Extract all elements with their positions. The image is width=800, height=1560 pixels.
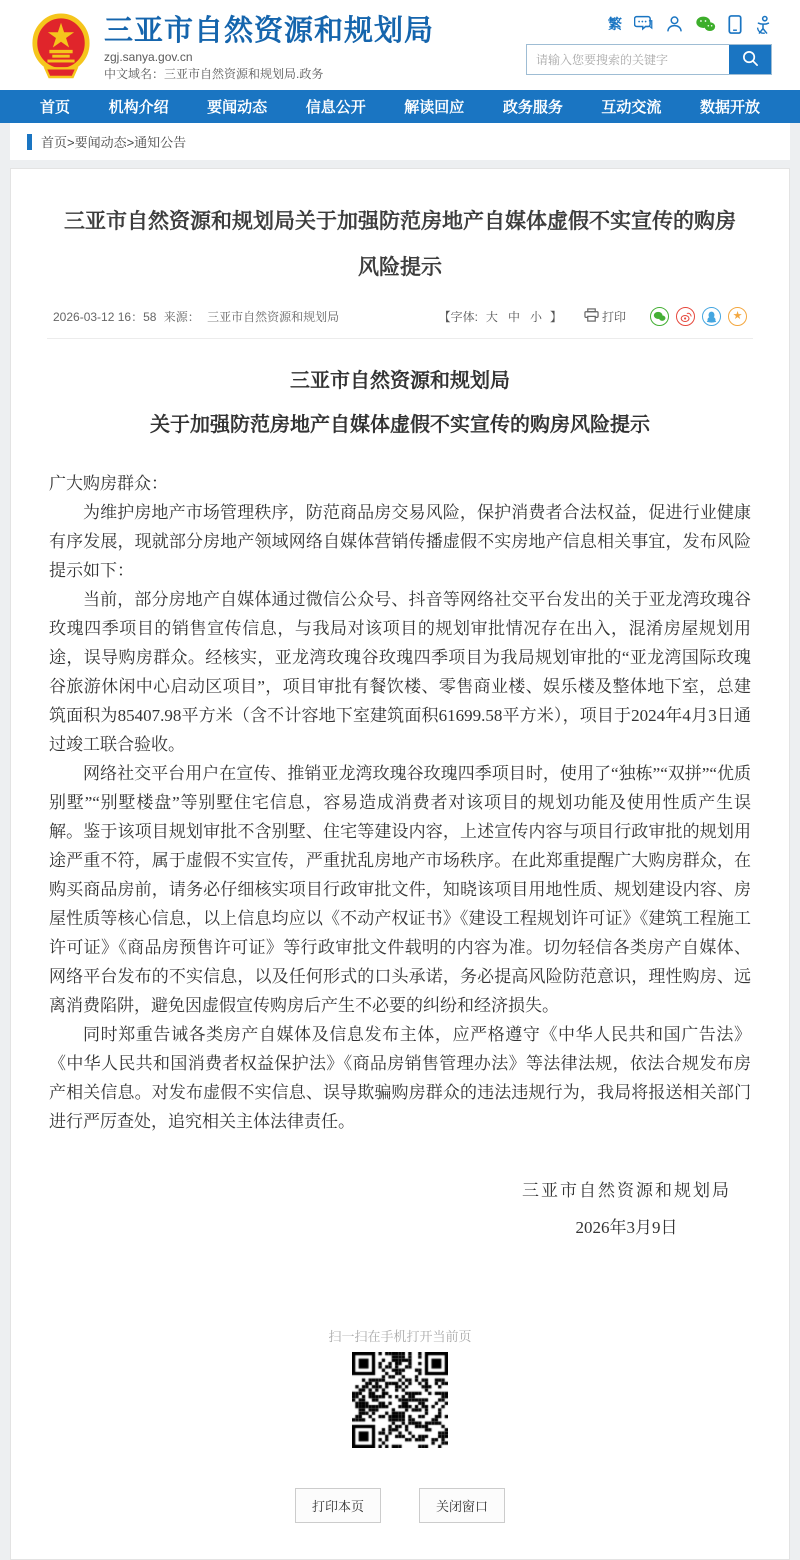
paragraph: 为维护房地产市场管理秩序，防范商品房交易风险，保护消费者合法权益，促进行业健康有序发展，现就部分房地产领域网络自媒体营销传播虚假不实房地产信息相关事宜，发布风险提示如下： (49, 503, 751, 580)
site-header (0, 0, 800, 90)
search-bar (526, 44, 772, 75)
paragraph: 网络社交平台用户在宣传、推销亚龙湾玫瑰谷玫瑰四季项目时，使用了“独栋”“双拼”“优质别墅”“别墅楼盘”等别墅住宅信息，容易造成消费者对该项目的规划功能及使用性质产生误解。鉴于该项目规划审批不含别墅、住宅等建设内容，上述宣传内容与项目行政审批的规划用途严重不符，属于虚假不实宣传，严重扰乱房地产市场秩序。在此郑重提醒广大购房群众，在购买商品房前，请务必仔细核实项目行政审批文件，知晓该项目用地性质、规划建设内容、房屋性质等核心信息，以上信息均应以《不动产权证书》《建设工程规划许可证》《建筑工程施工许可证》《商品房预售许可证》等行政审批文件载明的内容为准。切勿轻信各类房产自媒体、网络平台发布的不实信息，以及任何形式的口头承诺，务必提高风险防范意识，理性购房、远离消费陷阱，避免因虚假宣传购房后产生不必要的纠纷和经济损失。 (49, 764, 751, 1015)
site-domain: zgj.sanya.gov.cn (104, 50, 193, 64)
breadcrumb-row (10, 123, 790, 160)
article-meta-right (439, 307, 747, 326)
print-button[interactable] (584, 308, 626, 325)
site-title: 三亚市自然资源和规划局 (104, 15, 435, 47)
national-emblem-icon (30, 13, 92, 84)
font-size-prefix: 【字体: (438, 310, 478, 324)
share-toolbar (650, 307, 747, 326)
site-logo[interactable] (30, 0, 434, 90)
footer-buttons (47, 1488, 753, 1523)
printer-icon (584, 308, 599, 325)
document-title-line1: 三亚市自然资源和规划局 (290, 370, 510, 392)
traditional-chinese-toggle[interactable]: 繁 (608, 16, 622, 32)
share-qq-icon[interactable] (702, 307, 721, 326)
font-size-suffix: 】 (549, 310, 562, 324)
search-input[interactable] (527, 45, 729, 74)
share-wechat-icon[interactable] (650, 307, 669, 326)
font-size-small[interactable]: 小 (529, 310, 542, 324)
print-page-button[interactable]: 打印本页 (295, 1488, 381, 1523)
article-panel (10, 168, 790, 1560)
search-button[interactable] (729, 45, 771, 74)
nav-item-home[interactable]: 首页 (40, 99, 71, 116)
source-label: 来源： (163, 310, 200, 324)
article-meta (47, 307, 753, 339)
wechat-icon[interactable] (695, 15, 716, 33)
article-body (47, 469, 753, 1136)
article-meta-left (53, 308, 343, 325)
source-value: 三亚市自然资源和规划局 (207, 310, 340, 324)
document-title-line2: 关于加强防范房地产自媒体虚假不实宣传的购房风险提示 (150, 414, 650, 436)
font-size-medium[interactable]: 中 (507, 310, 520, 324)
nav-item-interpretation[interactable]: 解读回应 (404, 99, 465, 116)
message-icon[interactable] (634, 15, 654, 33)
qr-section (47, 1326, 753, 1448)
nav-item-interaction[interactable]: 互动交流 (601, 99, 662, 116)
share-weibo-icon[interactable] (676, 307, 695, 326)
paragraph: 同时郑重告诫各类房产自媒体及信息发布主体，应严格遵守《中华人民共和国广告法》《中华人民共和国消费者权益保护法》《商品房销售管理办法》等法律法规，依法合规发布房产相关信息。对发布虚假不实信息、误导欺骗购房群众的违法违规行为，我局将报送相关部门进行严厉查处，追究相关主体法律责任。 (49, 1025, 751, 1131)
close-window-button[interactable]: 关闭窗口 (419, 1488, 505, 1523)
paragraph: 当前，部分房地产自媒体通过微信公众号、抖音等网络社交平台发出的关于亚龙湾玫瑰谷玫瑰四季项目的销售宣传信息，与我局对该项目的规划审批情况存在出入，混淆房屋规划用途，误导购房群众。经核实，亚龙湾玫瑰谷玫瑰四季项目为我局规划审批的“亚龙湾国际玫瑰谷旅游休闲中心启动区项目”，项目审批有餐饮楼、零售商业楼、娱乐楼及整体地下室，总建筑面积为85407.98平方米（含不计容地下室建筑面积61699.58平方米），项目于2024年4月3日通过竣工联合验收。 (49, 590, 751, 754)
breadcrumb-marker (27, 134, 32, 150)
signature-org: 三亚市自然资源和规划局 (522, 1181, 731, 1200)
breadcrumb[interactable]: 首页>要闻动态>通知公告 (41, 135, 187, 150)
site-cn-domain: 中文域名：三亚市自然资源和规划局.政务 (104, 67, 324, 81)
user-icon[interactable] (666, 15, 683, 33)
accessibility-icon[interactable] (754, 15, 772, 34)
font-size-large[interactable]: 大 (485, 310, 498, 324)
nav-item-disclosure[interactable]: 信息公开 (305, 99, 366, 116)
share-favorite-icon[interactable]: ★ (728, 307, 747, 326)
signature-date: 2026年3月9日 (575, 1218, 678, 1237)
salutation: 广大购房群众： (49, 474, 168, 493)
main-nav (0, 90, 800, 123)
search-icon (742, 50, 759, 70)
nav-item-services[interactable]: 政务服务 (502, 99, 563, 116)
document-title (47, 359, 753, 447)
nav-item-about[interactable]: 机构介绍 (108, 99, 169, 116)
mobile-icon[interactable] (728, 15, 742, 34)
print-label: 打印 (601, 310, 626, 324)
qr-code (352, 1352, 448, 1448)
signature (47, 1176, 753, 1238)
nav-item-open-data[interactable]: 数据开放 (699, 99, 760, 116)
nav-item-news[interactable]: 要闻动态 (207, 99, 268, 116)
qr-caption: 扫一扫在手机打开当前页 (328, 1329, 472, 1344)
header-toolbar (608, 12, 772, 36)
publish-datetime: 2026-03-12 16：58 (53, 310, 157, 324)
page-title: 三亚市自然资源和规划局关于加强防范房地产自媒体虚假不实宣传的购房风险提示 (64, 210, 736, 279)
